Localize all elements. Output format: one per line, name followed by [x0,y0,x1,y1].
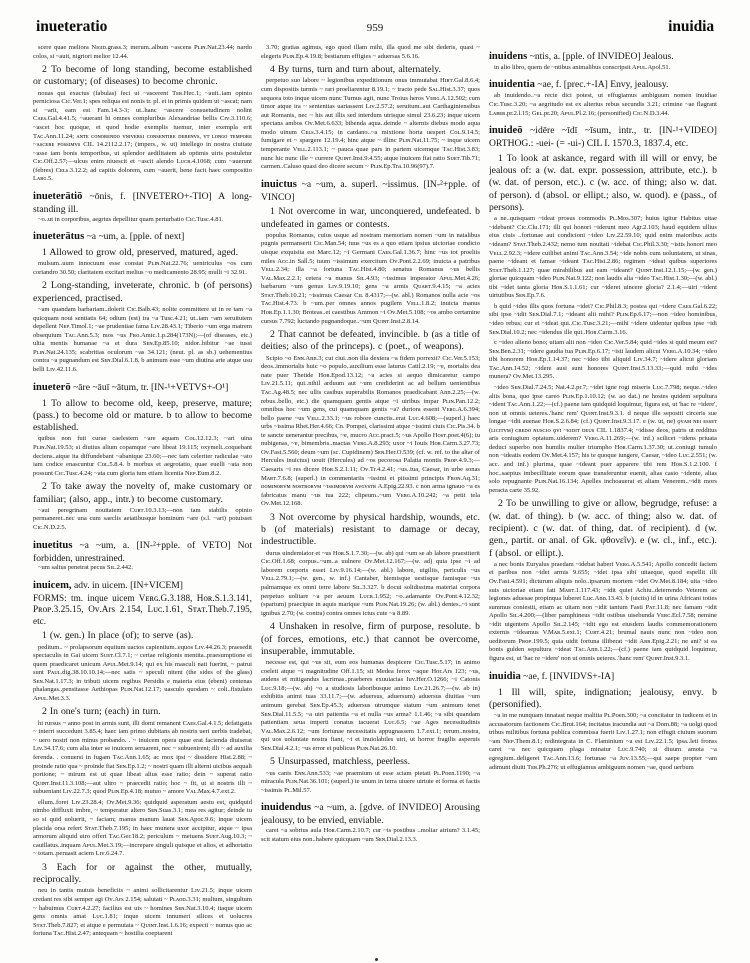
sense-definition: 4 Unshaken in resolve, firm of purpose, resolute. b (of forces, emotions, etc.) that cannot be overcome, insuperable, immutable. [260,621,480,657]
sense-definition: 2 To take away the novelty of, make customary or familiar; (also, app., intr.) to become customary. [33,481,252,505]
citation-block: ~a in me nunquam innatast neque malitia Pʟ.Poen.300; ~a concitatur in iudicem et in accusatorum factionem Cɪᴄ.Brut.164; incitatus iracundia aut ~a Dom.88; ~a uolgi quod tribus militibus fortuna publica commissa fuerit Lɪᴠ.1.27.1; non effugit ciuium suorum ~am Nᴇᴘ.Them.8.1; redintegrata in C. Flaminium ~a est Lɪᴠ.22.1.5; ipsa..leti fronss caret ~a nec quicquam plaga minatur Lᴜᴄ.9.740; si diuum amota ~a egregium..deligeret Tᴀᴄ.Ann.13.6; fortunae ~a Jᴜᴠ.13.55;—qui saepe propter ~am adimunt diuiti Tᴇʀ.Ph.276; ut effugiamus ambiguum nomen ~ae, quod uerbum [488,712,717,771]
dictionary-headword [489,79,717,92]
dictionary-headword [489,671,717,684]
sense-definition: 2 In one's turn; (each) in turn. [42,706,161,718]
citation-block: durus uindemiator et ~us Hᴏʀ.S.1.7.30;—(w. ab) qui ~um se ab labore praestiterit Cɪᴄ.Off.1.68; corpus..~um..a uulnere Oᴠ.Met.12.167;—(w. ad) quia ipse ~i ad laborem corporis esset Lɪᴠ.9.16.14;—(w. abl.) labore, uigiliis, periculis ~us Vᴇʟʟ.2.79.1;—(w. gen., w. inf.) Cantaber, hiemisque uestisque famisque ~us palmamque ex omni terre labore Sɪʟ.3.327. b docui solidissima materiai corpora perpetuo uolitare ~a per aeuum Lᴜᴄʀ.1.952; ~o..adamante Oᴠ.Pont.4.12.32; (spartum) praecipue in aquis marique ~um Pʟɪɴ.Nat.19.26; (w. abl.) dentes..~i sunt ignibus 2.70; (w. contra) contra omnes ictus cute ~a 8.89. [260,549,480,617]
sense-definition: 1 Ill will, spite, indignation; jealousy, envy. b (personified). [488,686,717,710]
dictionary-headword [33,540,252,565]
headword-lemma: inueterātus [33,231,85,243]
headword-gloss: ~a ~um, a. [pple. of next] [84,231,185,243]
dictionary-headword [489,125,717,150]
sense-definition: 1 To look at askance, regard with ill will or envy, be jealous of: a (w. dat. expr. possession, attribute, etc.). b (w. dat. of person, etc.). c (w. acc. of thing; also w. dat. of person). d (absol. or ellipt.; also, w. quod). e (pass., of persons). [488,152,717,213]
sense-definition: 2 To be unwilling to give or allow, begrudge, refuse: a (w. dat. of thing). b (w. acc. of thing; also w. dat. of recipient). c (w. dat. of thing, dat. of recipient). d (w. gen., partit. or anal. of Gk. φθονεῖν). e (w. cl., inf., etc.). f (absol. or ellipt.). [488,498,717,559]
sense-definition: 3 Each for or against the other, mutually, reciprocally. [33,861,252,886]
sense-definition: 1 Allowed to grow old, preserved, matured, aged. [42,247,239,259]
citation-block: quibus non fuit curae caelestem ~are aquam Cᴏʟ.12.12.3; ~ari uina Pʟɪɴ.Nat.19.53; si diutius alium copamque ~are libeat 19.115; oxymeli..coquebant deciens..atque ita diffundebant ~abantque 23.60;—nec tam celeriter radiculae ~ato iam codice enascuntur Cᴏʟ.5.8.4. b morbus et aegrotatio, quae euelli ~ata non possunt Cɪᴄ.Tusc.4.24; ~ata cum gloria tum etiam licentia Nᴇᴘ.Eum.8.2. [33,435,252,477]
sense-definition: 2 Long-standing, inveterate, chronic. b (of persons) experienced, practised. [33,280,252,304]
headword-gloss: ~āre ~āuī ~ātum, tr. [IN-¹+VETVS+-O¹] [70,381,229,393]
citation-block: in alio libro, quem de ~ntibus animalibus conscripsit Aᴘᴜʟ.Apol.51. [493,63,671,71]
headword-lemma: inueterō [33,381,71,393]
text-column-3 [489,44,717,949]
citation-block: scere quae meliora Nɪɢɪᴅ.grass.3; merum..album ~ascens Pʟɪɴ.Nat.23.44; nardo colos, si ~auit, nigriori melior 12.44. [33,44,252,60]
citation-block: peditum.. ~ prolapsorum equitum uactos capientium..equos Lɪᴠ.44.26.3; praesedit spectaculis in Gai uicem Sᴜᴇᴛ.Cl.7.1; ~ certae religionis mentita..praesumptione ei quem praedicaret unicum Aᴘᴜʟ.Met.9.14; qui ex his masculi nati fuerint, ~ patrui sunt Pᴀᴜʟ.dig.38.10.10.14;—nec satis ~ speculi nitent (the sides of the glass) Sᴇɴ.Nat.1.17.3; in tributi uicem regibus Persidis e materia eius (ebeni) centenas phalangas..pensitasse Aethiopas Pʟɪɴ.Nat.12.17; uasculo quodam ~ coli..fistulato Aᴘᴜʟ.Met.3.3. [33,643,252,702]
forms-note: FORMS: tm. inque uicem Vᴇʀɢ.G.3.188, Hᴏʀ.S.1.3.141, Pʀᴏᴘ.3.25.15, Oᴠ.Ars 2.154, Lᴜᴄ.1.61, Sᴛᴀᴛ.Theb.7.195, etc. [33,592,252,626]
citation-block: c ~ideo alieno bono; uitam alii non ~ideo Cɪᴄ.Ver.5.84; quid ~ides si quid meum est? Sᴇɴ.Ben.2.31; ~idere gaudia tua Pʟɪɴ.Ep.6.17; ~isti laudem alicui Vᴇʀɢ.A.10.34; ~ideo tibi honorem Hᴏʀ.Ep.1.14.37; nec ~ideo tibi aliquid Lɪᴠ.34.7; ~idere alicui gloriam Tᴀᴄ.Ann.14.52; ~idere ausi sunt honores Qᴜɪɴᴛ.Inst.5.13.33;—quid mihi ~ides munera? Oᴠ.Met.13.295. [488,339,717,381]
citation-block: perpetuo suo labore ~ legionibus expeditionum onus immutabat Hɪʀᴛ.Gal.8.6.4; cum dispositis turmis ~ rari proeliarentur 8.19.1; ~ tracto pede Sᴀʟ.Hist.3.37; quos sequora toto inque uicem nunc Turnus agit, nunc Troius heros Vᴇʀɢ.A.12.502; cum timor atque ira ~ sententias uariassent Lɪᴠ.2.57.2; seruitum..aut Carthaginiensibus aut Romanis, nec ~ his aut illis sed interdum utrisque simul 23.6.23; inque uicem spectans ambos Oᴠ.Met.6.633; bibenda aqua..deinde ~ alternis diebus modo aqua modo uinum Cᴇʟs.3.4.15; in cardano..~a mixtione horta uesperi Cᴏʟ.9.14.5; fumigare et ~ spargere 12.19.4; hinc atque ~ illinc Pʟɪɴ.Nat.11.75; ~ inque uicem temperante Vᴇʟʟ.2.113.1; ~ pauca quae pars in partem uicemque Tᴀᴄ.Hist.3.83; nunc hic nunc ille ~ currere Qᴜɪɴᴛ.Inst.9.4.55; atque inuicem fiat ratio Sᴜᴇᴛ.Tib.71; carmen..Caluso quasi deo dicere secum ~ Pʟɪɴ.Ep.Tra.10.96(97).7. [260,77,480,171]
headword-lemma: inuidens [488,51,528,62]
citation-block: ~am quandam barbariam..dolerit Cɪᴄ.Balb.43; nolite committere ut in re tam ~a quicquam noui sentiatis 64; odium (est) ira ~a Tusc.4.21; ut..iam ~am seruitutem depellent Nᴇᴘ.Timol.1; ~ae prudentiae fama Lɪᴠ.28.43.1; Tiberio ~um erga matrem obsequium Tᴀᴄ.Ann.5.3; mos ~us Fʀᴏ.Amic.1.p.284(173N);—(of diseases, etc.) ultia mentis humanae ~a et dura Sᴇɴ.Ep.85.10; nidor..bibitur ~ae tussi Pʟɪɴ.Nat.24.135; scabritias oculorum ~as 34.121; (neut. pl. as sb.) uehementius contra ~a pugnandum est Sᴇɴ.Dial.6.1.8. b animum esse ~um diutina arte atque usu belli Lɪᴠ.42.11.6. [33,306,252,374]
citation-block: ~aui peregrinam nouitatem Cᴜʀᴛ.10.3.13;—non tam stabilis opinio permaneret..nec una cum saeclis aetatibusque hominum ~are (s.l. ~ari) potuisset Cɪᴄ.N.D.2.5. [33,506,252,532]
citation-block: ab inuidendo..~a recte dici potest, ut effugiamus ambiguum nomen inuidiae Cɪᴄ.Tusc.3.20; ~a aegritudo est ex alterius rebus secundis 3.21; crimine ~ae flagrant Lᴀʙᴇʀ.pr.2.l.15; Gᴇʟ.pr.20; Aᴘᴜʟ.Pl.2.16; (personified) Cɪᴄ.N.D.3.44. [488,92,717,117]
running-head [36,18,714,40]
citation-block: b quid ~ides illis quos fortuna ~idet? Cɪᴄ.Phil.8.3; postea qui ~idere Cᴀᴇs.Gal.6.22; sibi ipse ~idit Sᴇɴ.Dial.7.1; ~ideant alii mihi? Pʟɪɴ.Ep.6.17;—non ~ideo hominibus, ~ideo rebus; cur ei ~ideat qui..Cɪᴄ.Tusc.3.21;—mihi ~idere uidentur quibus ipse ~idi Sᴇɴ.Dial.10.2; nec ~idendus ille qui..Hᴏʀ.Carm.3.16. [488,302,717,336]
dictionary-headword [261,179,480,204]
dictionary-headword [33,382,252,395]
headword-gloss: ~idēre ~īdī ~īsum, intr., tr. [IN-¹+VIDEO] ORTHOG.: -uei- (= -ui-) CIL I. 1570.3, 1837.4, etc. [488,125,717,150]
dictionary-headword [33,231,252,244]
sense-definition: 1 (w. gen.) In place (of); to serve (as). [42,630,194,642]
headword-gloss: ~a ~um, a. [IN-²+pple. of VETO] Not forbidden, unrestrained. [33,539,252,564]
citation-block: ~ideo Sᴇɴ.Dial.7.24.5; Nat.4.2.pr.7; ~idet igne rogi miseris Lᴜᴄ.7.798; neque..~ideo aliis bona, quo ipse careo Pʟɪɴ.Ep.1.10.12; (w. ao dat.) ne hostes quidem sepultura ~ident Tᴀᴄ.Ann.1.22;—(cf.) paene iam quidquid loquimur, figura est, ut 'hac re ~idere', non ut omnis ueteres..'hanc rem' Qᴜɪɴᴛ.Inst.9.3.1. d neque ille sepositi circeris sue longae ~idit auenae Hᴏʀ.S.2.6.84; (cf.) Qᴜɪɴᴛ.Inst.9.3.17. e (w. ut, ne) ǫᴠᴀᴍ ɴᴇɪ ᴇssᴇᴛ (ʟɪᴄɪᴛᴠᴍ) ᴄʀᴇᴅᴏ ɴᴜsᴄɪᴏ ǫᴠɪ ~ᴇɪᴅɪᴛ ᴅᴇᴜs CIL 1.1837.4; ~idisse deos, patris ut redditus aris coniugium optatum..uiderem? Vᴇʀɢ.A.11.269;—(w. inf.) scilicet ~idens priuata deduci superbo non humilis mulier triumpho Hᴏʀ.Carm.1.37.30; ut..coniugi tumulo non ~ideatis eodem Oᴠ.Met.4.157; his te quoque iungere, Caesar, ~ideo Lᴜᴄ.2.551; (w. acc. and inf.) plurima, quae ~ideant puer apparere tibi rem Hᴏʀ.S.1.2.100. f hoc..saepius imbecillitate eorum quae transferuntur euenit, alias casio ~idente, alias solo repugnante Pʟɪɴ.Nat.16.134; Apelles inchoauerat et aliam Venerem..~idit mors peracta carte 35.92. [488,383,717,494]
sense-definition: 5 Unsurpassed, matchless, peerless. [269,756,411,768]
text-column-1 [33,44,261,949]
page-number: 959 [366,22,384,34]
headword-lemma: inuidentia [488,79,535,91]
headword-lemma: inuidendus [260,802,312,814]
headword-lemma: inuidia [488,670,521,682]
citation-block: mulsum..uum innocuum esse constat Pʟɪɴ.Nat.22.76; uentriculus ~os cum coriandro 30.50; claritatem excitari melius ~o medicamento 28.95; mulli ~i 32.91. [33,260,252,276]
sense-definition: 2 That cannot be defeated, invincible. b (as a title of deities; also of the princeps). c (poet., of weapons). [260,329,480,353]
citation-block: nouas qui exactus (fabulas) feci ut ~ascerent Tᴇʀ.Hec.1; ~auit..iam opinio perniciosa Cɪᴄ.Ver.1; spes reliqua est nonis tr. pl. et in primis quidem ut ~ascat; nam si ~arit, eam est Fam.14.3-3; ut..hanc ~ascere consuetudinem nolint Cᴀᴇs.Gal.4.41.5; ~auerant hi omnes compluribus Alexandriae bellis Cɪᴠ.3.110.6; ~ascet hoc quoque, et quod hodie exemplis tuemur, inter exempla erit Tᴀᴄ.Ann.11.24; ᴀɴᴛᴇ ᴄᴏɴᴏʀᴇɴᴅᴏ ᴠɴɪᴠᴇʀsɪ ᴄᴏɴsᴇɴᴛɪʀᴇ ᴅᴇʙᴇɴᴠs, ᴠᴛ ʟᴏɴɢᴏ ᴛᴇᴍᴘᴏʀᴇ ~ᴀsᴄᴇʀᴇ ᴘᴏssɪᴍᴠs CIL 14.2112.2.17; (impers., w. ut) intellego in nostra ciuitate ~asse iam bonis temporibus, ut splendor aedilitatem ab optimis uiris postuletur Cɪᴄ.Off.2.57;—ulcus enim niuescit et ~ascit alendo Lᴜᴄʀ.4.1068; cum ~auerunt (febres) Cᴇʟs.3.12.2; ad capitis dolorem, cum ~auerit, bene facit haec compositio Lᴀʀɢ.5. [33,89,252,183]
headword-gloss: ~a ~um, a. superl. ~issimus. [IN-²+pple. of VINCO] [260,178,480,203]
citation-block: ellum..foret Lɪᴠ.23.28.4; Oᴠ.Met.9.36; quidquid asperatum aestu est, quidquid nimbo diffluxit imbre, ~ temperatur altero Sᴇɴ.Suas.3.1; mea res agitur; deinde tu so si quid uoluerit, ~ faciam; manus manum lauat Sᴇɴ.Apoc.9.6; inque uicem placida orsa refert Sᴛᴀᴛ.Theb.7.195; in haec munera uxor accipitur, atque ~ ipsa armorum aliquid uiro offert Tᴀᴄ.Ger.18.2; periculum ~ metuens Sᴜᴇᴛ.Aug.10.3; ~ cauillatus..inquam Aᴘᴜʟ.Met.3.19;—increpare singuli quisque et alios, et adhortatio ~ totam..peruasit aciem Lɪᴠ.6.24.7. [33,798,252,858]
citation-block: hi rursus ~ anno post in armis sunt, illi domi remanent Cᴀᴇs.Gal.4.1.5; defatigatis ~ interri succedunt 3.85.4; haec iam primo dubitans ab nostris ueri uerbis tradebat, ~ uero nostri non minus probando. . ~ inuicem opera quae erat facienda diuiserat Lɪᴠ.34.17.6; cum alia inter se inuicem seruarent, nec ~ subuenirent; illi ~ ad auxilia ferenda. . conuersi in fugam Tᴀᴄ.Ann.1.65; ac mox ipsi ~ dissidere Hist.2.88; ~ proinde ratio qua ~ proinde fiat Sᴇɴ.Ep.1.2; ~ nostri quam illi alterni uicibus aequali portione; ~ mirum est ut quae libeat alius esse ratio; dein ~ superat ratio Qᴜɪɴᴛ.Inst.11.3.108;—aut ultro ~ praecedit ratio; hoc ~ fit, ut si nostris illi ~ subueniant Lɪᴠ.22.7.3; quod Pʟɪɴ.Ep.4.18; mutuo ~ amore Vᴀʟ.Max.4.7.ext.2. [33,719,252,796]
headword-gloss: ~ae, f. [INVIDVS+-IA] [520,670,615,682]
headword-lemma: inueterātiō [33,190,83,202]
citation-block: neu in tantis mutuis beneficiis ~ animi sollicitarentur Lɪᴠ.21.5; inque uicem credant res sibi semper agi Oᴠ.Ars 2.154; salutati ~ Pʟᴀᴏᴅ.3.31; multum, singultum ~ habuimus Cᴜʀᴛ.4.2.27; facilius est uis ~ homines Sᴇɴ.Nat.3.10.4; itaque uicem gens omnis amat Lᴜᴄ.1.81; inque uicem innumeri silices et uolucres Sᴛᴀᴛ.Theb.7.827; et atque e permutata ~ Qᴜɪɴᴛ.Inst.1.6.16; expecti ~ numus quo ac fortuna Tᴀᴄ.Hist.2.47; antequam ~ hostilia coeptarent [33,887,252,938]
headword-lemma: inuictus [260,178,297,190]
text-column-2 [261,44,489,949]
citation-block: a nec bonis Euryalus praedam ~idebat haberi Vᴇʀɢ.A.5.541; Apollo concedit faciem et paribus non ~idet armis 9.655; ~idet ipsa sibi uitaeque, quod espellit illi Oᴠ.Fast.4.591; dicturum aliquis nolo..ipsarum mortem ~idet Oᴠ.Met.8.184; uita ~ideo suis uictoriae etiam fati Mᴀʀᴛ.1.117.43; ~idit quiet Achiu..deterrendo Veterem ac legiones aduesae propinqua luberet Luc.Ann.13.43. b (uictis) id in urina Africani toties summus coniestit, etiam ac uitam non ~idit tantum Fasti Pᴀᴛ.11.8; nec famam ~idit Apollo Sɪʟ.4.200;—(liber pamphineus ~idit ostibus uisebunda Vᴇʀᴄ.Ecl.7.58; nemine ~idit uigentem Apollo Sɪʟ.2.145; ~idit ego est eiusdem laudis commemorationem externis ~ideamus V.Mᴀʀ.5.ext.1; Cᴜʀᴛ.4.21; brumal nauis nunc non ~ideo non ueditorum Pʀᴏᴘ.199.5; quia uidit fortuna illiberat ~idit Aʀʀ.Epig.2.21; ne ani? si ea bonis gulden sepultura ~ideat Tᴀᴄ.Ann.1.22;—(cf.) paene iam quidquid loquimur, figura est, ut 'hac re ~idere' non ut omnis ueteres..'hanc rem' Qᴜɪɴᴛ.Inst.9.3.1. [488,560,717,663]
citation-block: ~o..ut in corporibus, aegrius depellitur quam perturbatio Cɪᴄ.Tusc.4.81. [38,215,224,223]
headword-lemma: inuetitus [33,539,73,551]
citation-block: caret ~a sobrius aula Hᴏʀ.Carm.2.10.7; cur ~is postibus ..moliar atrium? 3.1.45; scit statum eius non..habere quicquam ~um Sᴇɴ.Dial.2.13.3. [260,827,480,843]
citation-block: 3.70; gratias agimus, ego quod illam mihi, illa quod me sibi dederis, quasi ~ elegeris Pʟɪɴ.Ep.4.19.8; bestiarum effigies ~ aduersas 5.6.16. [260,44,480,60]
citation-block: populus Romanus, cuius usque ad nostram memoriam nomen ~um in natalibus pugnis permanserit Cɪᴄ.Man.54; tuus ~us es a quo etiam ipsius uictoriae condicio uisque exquisita est Marc.12; ~i Germani Cᴀᴇs.Gal.1.36.7; hinc ~us tot proeliis miles Aᴄᴄ.in Sall.5; tuum ~issimum exercitum Oᴠ.Pont.2.2.69; inuicta a patribus Vᴇʟʟ.2.34; illa ~a fortuna Tᴀᴄ.Hist.4.80; senatus Romanus ~us bellis Vᴀʟ.Max.2.2.1; cetera ~a manus Sɪʟ.4.93; ~issimus imperator Aᴘᴜʟ.Met.4.26; barbarum ~um genus Lɪᴠ.9.19.10; gens ~a armis Qᴜᴀʀᴛ.9.4.15; ~a acies Sᴛᴀᴛ.Theb.10.21; ~issimus Caesar Cɪʟ 8.4317;—(w. abl.) Romanos nulla acie ~os Tᴀᴄ.Hist.4.73. b ~um..per omnes annos pugilem Vᴇʟʟ.1.8.2; inuicta manus Hᴏʀ.Ep.1.1.30; Broteas..et caestibus Ammon ~i Oᴠ.Met.5.108; ~os ambo certamine cursus 7.792; luctando pugnandoque..~um Qᴜɪɴᴛ.Inst.2.8.14. [260,231,480,325]
dictionary-headword [489,51,717,64]
column-container [33,44,717,949]
running-head-right: inuidia [668,18,714,35]
running-head-left: inueteratio [36,18,108,35]
headword-gloss: ~ae, f. [prec.+-IA] Envy, jealousy. [534,79,669,91]
page-footer-mark [375,958,378,961]
sense-definition: 3 Not overcome by physical hardship, wounds, etc. b (of materials) resistant to damage or decay, indestructible. [260,511,480,548]
citation-block: ~um saltus penetrat pecus Sɪʟ.2.442. [38,564,133,572]
dictionary-headword [33,191,252,216]
dictionary-headword [261,802,480,827]
headword-lemma: inuideō [488,125,523,137]
headword-gloss: ~ntis, a. [pple. of INVIDEO] Jealous. [527,51,674,62]
sense-definition: 2 To become of long standing, become established or customary; (of diseases) to become chronic. [33,64,252,88]
headword-lemma: inuicem, [33,579,72,591]
sense-definition: 1 To allow to become old, keep, preserve, mature; (pass.) to become old or mature. b to allow to become established. [33,397,252,434]
sense-definition: 4 By turns, turn and turn about, alternately. [269,64,441,76]
sense-definition: 1 Not overcome in war, unconquered, undefeated. b undefeated in games or contests. [260,206,480,230]
headword-gloss: ~ōnis, f. [INVETERO+-TIO] A long-standing ill. [33,190,252,215]
citation-block: necesse est, qui ~us sit, eum eos humanas despicere Cɪᴄ.Tusc.5.17; in animo coeleti atque ~i magnitudine Off.1.15; sit Medea ferox ~aque Hor.Ars 123; ~us, audens et mitigandus lacrimas..praeberes exuuiacias Iuv.Her.O.1266; ~i Catonis Lᴜᴄ.9.18;—(w. ab) ~o a studiosis laboribusque animo Lɪᴠ.21.26.7;—(w. ab in) exhibitis animi tuas 33.11.7;—(w. aduersus, aduersum) aduersus diuitias ~um animum gerebat Sᴇɴ.Ep.45.3; aduersus utrumque statum ~um animum tenet Sᴇɴ.Dial.11.5.5; ~a uiri patientia ~a et nulla ~us arma? 1.1.46; ~a sibi quandam patientiam seua imperti conatus tacuerat Lᴜᴄ.6.5; ~ae Ages necessitudinis Vᴀʟ.Max.2.6.12; ~um fortunae necessitatis appugnassem 1.7.ext.1; rerum..nostra, qui uos uoluntate nostra fiant, ~i et inuiolabiles uiri, ut horror fragilis asperuis Sᴇɴ.Dial.4.2.1; ~us error et publicus Pʟɪɴ.Nat.26.10. [260,659,480,752]
citation-block: Scipio ~o Eɴɴ.Ann.3; cui ciui..non illa dextera ~a fidem porrexit? Cɪᴄ.Ver.5.153; deos..immortalis huic ~o populo..auxilium esse laturus Catil.2.19; ~e, mortalis dea nate puer Thetide Hᴏʀ.Epod.13.12; ~a acies si aequo dimicaretur campo Lɪᴠ.21.5.11; qui..nihil arduum aut ~um crediderint ac ad bellum uenientibus Tᴀᴄ.Ag.48.5; nec ullis casibus superabilis Romanos praedicabant Ann.2.25;—(w. rebus..bello, etc.) die quamquam gentis atque ~i uiribus impar Pʟɪɴ.Pan.12.2; omnibus hoc ~um gens, cui quamquam gentis ~a? duriora essent Vᴇʀɢ.A.6.394; bello paene ~us Vᴇʟʟ.2.33.1; ~us robore cunctis..erat Lᴜᴄ.4.608;—(superl.) haec urbs ~issima Rhet.Her.4.66; Cn. Pompei, clarissimi atque ~issimi ciuis Cɪᴄ.Pis.34. b te sancte uenerantur precibus, ~e, mucro Aᴄᴄ.pract.5; ~us Apollo Hᴏsᴛ.poet.4(6); tu nubigenas, ~e, bimembris..mactas Vᴇʀɢ.A.8.293; uxor ~i Iouis Hᴏʀ.Carm.3.27.73; Oᴠ.Fast.5.560; deum ~um (sc. Cupidinem) Sᴇɴ.Her.O.539; (cf. w. ref. to the altar of Hercules inuictus) uouit (Hercules) ad ~os pecorosa Palatia montis Pʀᴏᴘ.4.9.3;—Caesaris ~i res dicere Hᴏʀ.S.2.1.11; Oᴠ.Tr.4.2.41; ~us..tua, Caesar, in urbe sonas Mᴀʀᴛ.7.6.8; (superl.) in commentariis ~issimi et piissimi principis Fʀᴏɴ.Aq.31; ᴅᴏᴍɪɴᴏʀᴠᴍ ɴᴏsᴛʀᴏʀᴠᴍ ~ɪssɪᴍᴏʀᴠᴍ ᴀᴠɢᴠsᴛʀ A.Epig.22.93. c non arma ignauo ~a es fabricatus manu ~us tua 222; clipeum..~um Vᴇʀɢ.A.10.242; ~a petit tela Oᴠ.Met.12.168. [260,354,480,508]
headword-gloss: ~a ~um, a. [gdve. of INVIDEO] Arousing jealousy, to be envied, enviable. [260,802,480,827]
citation-block: a ne..quisquam ~ideat prosus commodis Pʟ.Mos.307; huius igitur Habitus uitae ~idebant? Cɪᴄ.Clu.171; illi qui honori ~iderunt meo Agr.2.103; haud equidem ullius eius ciuis ..fortunae aut condicioni ~ideo Lɪᴠ.22.59.10; quid enim maioribus actis ~ideam? Sᴛᴀᴛ.Theb.2.432; nemo tum nouitati ~idebat Cɪᴄ.Phil.3.30; ~istis honori meo Vᴇʟʟ.2.92.3; ~idere cuilibet animi Tᴀᴄ.Ann.3.54; ~ide nobis cum uoluntatem, ut sinas, paene ~ideant et famae ~ideant Tᴀᴄ.Hist.2.86; regimen ~ideat quibus superiores Sᴛᴀᴛ.Theb.1.127; quae mirabilibus aut eam ~ideant? Qᴜɪɴᴛ.Inst.12.1.15;—(w. gen.) gloriae quicquam ~ideo Pʟɪɴ.Nat.9.122; non laudis alia ~ideo Tᴀᴄ.Hist.1.30;—(w. abl.) tibi ~idet tanta gloria Hᴏʀ.S.1.1.61; cur ~ideret uincere gloria? 2.1.4;—uiri ~ident uirtutibus Sᴇɴ.Ep.7.6. [488,215,717,300]
citation-block: ~us canis Eɴɴ.Ann.533; ~ae praemium ut esse sciam pietati Pʟ.Poen.1190; ~a miracula Pʟɪɴ.Nat.36.101; (superl.) te unum in terra uiuere uirtute et forma et factis ~issimis Pʟ.Mil.57. [260,769,480,794]
dictionary-headword [33,580,252,593]
headword-gloss: adv. in uicem. [IN+VICEM] [71,579,183,591]
